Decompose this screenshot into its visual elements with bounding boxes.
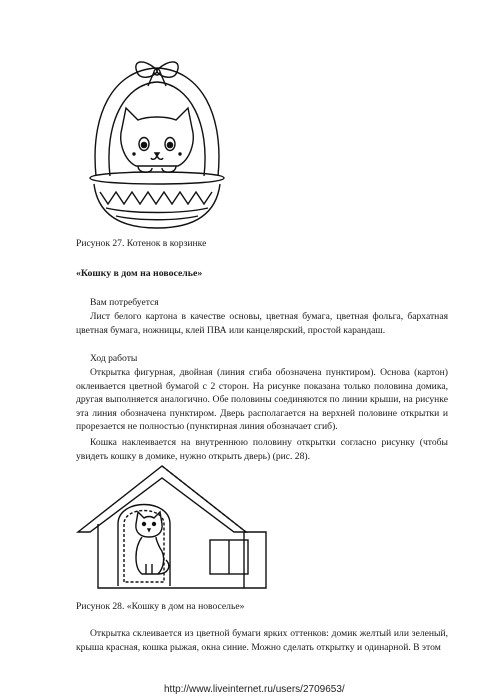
materials-paragraph: Лист белого картона в качестве основы, цветная бумага, цветная фольга, бархатная цветная бумага, ножницы, клей ПВА или канцелярский, простой карандаш. [76,311,448,336]
kitten-basket-illustration [82,56,232,236]
source-url[interactable]: http://www.liveinternet.ru/users/2709653/ [164,684,345,695]
steps-paragraph-1: Открытка фигурная, двойная (линия сгиба обозначена пунктиром). Основа (картон) оклеивается цветной бумагой с 2 сторон. На рисунке показана только половина домика, другая выполняется аналогично. Обе половины соединяются по линии крыши, на рисунке эта линия обозначена пунктиром. Дверь располагается на верхней половине открытки и прорезается не полностью (пунктирная линия обозначает сгиб). [76,367,448,433]
final-paragraph: Открытка склеивается из цветной бумаги ярких оттенков: домик желтый или зеленый, крыша красная, кошка рыжая, окна синие. Можно сделать открытку и одинарной. В этом [76,628,448,653]
materials-heading: Вам потребуется [90,297,159,308]
figure-28-caption: Рисунок 28. «Кошку в дом на новоселье» [76,601,245,612]
section-title: «Кошку в дом на новоселье» [76,268,203,279]
steps-heading: Ход работы [90,353,138,364]
figure-27-caption: Рисунок 27. Котенок в корзинке [76,238,207,249]
house-cat-illustration [76,462,276,594]
steps-paragraph-2: Кошка наклеивается на внутреннюю половину открытки согласно рисунку (чтобы увидеть кошку в домике, нужно открыть дверь) (рис. 28). [76,437,448,462]
